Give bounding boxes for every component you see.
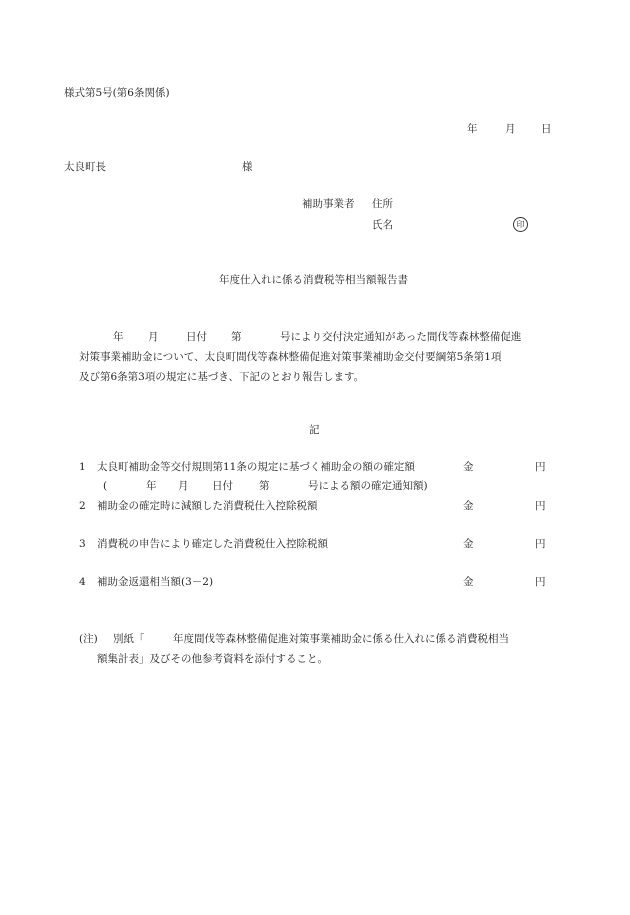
document-title: 年度仕入れに係る消費税等相当額報告書	[219, 274, 408, 286]
item-3-text: 消費税の申告により確定した消費税仕入控除税額	[97, 538, 328, 550]
seal-mark: 印	[513, 217, 528, 232]
item-4-number: 4	[79, 576, 86, 588]
item-1-sub-text: 号による額の確定通知額)	[308, 480, 428, 492]
item-2-text: 補助金の確定時に減額した消費税仕入控除税額	[97, 500, 318, 512]
item-1-sub-dai: 第	[259, 480, 270, 492]
date-year-label: 年	[467, 123, 478, 135]
item-1-sub-open: (	[103, 480, 108, 492]
item-1-unit: 円	[535, 461, 546, 473]
body-dai: 第	[231, 331, 242, 343]
note-label: (注)	[79, 633, 98, 645]
date-month-label: 月	[505, 123, 516, 135]
item-1-currency: 金	[463, 461, 474, 473]
item-1-text: 太良町補助金等交付規則第11条の規定に基づく補助金の額の確定額	[97, 461, 415, 473]
body-month: 月	[148, 331, 159, 343]
applicant-label: 補助事業者	[302, 198, 355, 210]
body-line1-text: 号により交付決定通知があった間伐等森林整備促進	[280, 331, 522, 343]
item-4-unit: 円	[535, 576, 546, 588]
item-1-sub-day: 日付	[212, 480, 233, 492]
addressee-name: 太良町長	[64, 161, 106, 173]
note-line1-text: 年度間伐等森林整備促進対策事業補助金に係る仕入れに係る消費税相当	[173, 633, 509, 645]
item-1-sub-month: 月	[178, 480, 189, 492]
item-2-currency: 金	[463, 500, 474, 512]
item-3-number: 3	[79, 538, 86, 550]
item-3-currency: 金	[463, 538, 474, 550]
addressee-honorific: 様	[242, 161, 253, 173]
body-line2: 対策事業補助金について、太良町間伐等森林整備促進対策事業補助金交付要綱第5条第1項	[79, 351, 502, 363]
item-1-number: 1	[79, 461, 86, 473]
item-3-unit: 円	[535, 538, 546, 550]
form-number: 様式第5号(第6条関係)	[64, 87, 170, 99]
item-2-unit: 円	[535, 500, 546, 512]
applicant-address-label: 住所	[372, 198, 393, 210]
date-day-label: 日	[541, 123, 552, 135]
item-1-sub-year: 年	[146, 480, 157, 492]
item-2-number: 2	[79, 500, 86, 512]
note-line1-open: 別紙「	[113, 633, 145, 645]
body-day: 日付	[186, 331, 207, 343]
note-line2: 額集計表」及びその他参考資料を添付すること。	[97, 653, 328, 665]
item-4-text: 補助金返還相当額(3－2)	[97, 576, 214, 588]
applicant-name-label: 氏名	[372, 219, 393, 231]
body-year: 年	[113, 331, 124, 343]
body-line3: 及び第6条第3項の規定に基づき、下記のとおり報告します。	[79, 371, 365, 383]
ki-heading: 記	[309, 424, 320, 436]
item-4-currency: 金	[463, 576, 474, 588]
